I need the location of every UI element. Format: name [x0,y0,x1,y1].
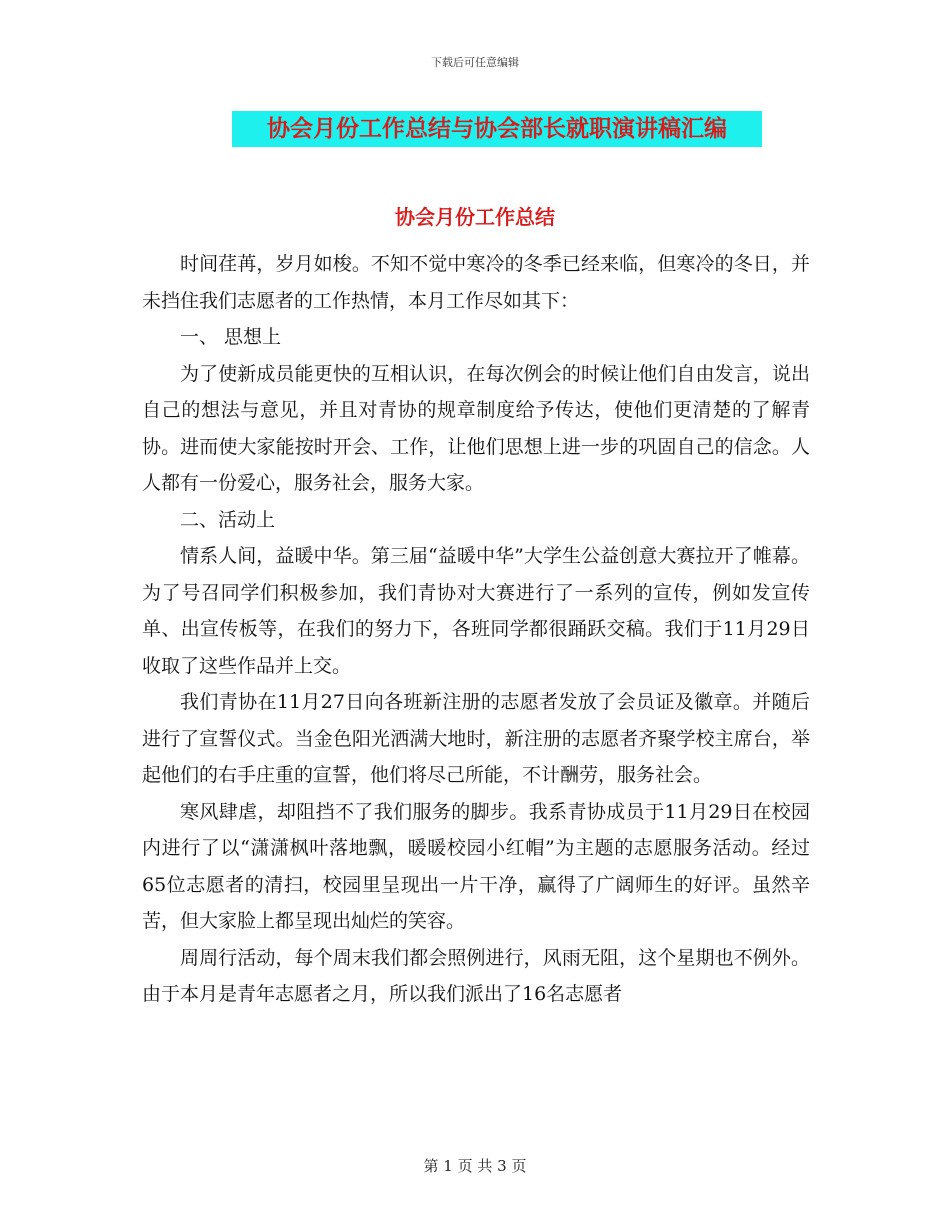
document-body [142,246,810,1013]
paragraph: 一、 思想上 [180,326,282,348]
paragraph: 寒风肆虐，却阻挡不了我们服务的脚步。我系青协成员于11月29日在校园内进行了以“潇潇枫叶落地飘，暖暖校园小红帽”为主题的志愿服务活动。经过65位志愿者的清扫，校园里呈现出一片干净，赢得了广阔师生的好评。虽然辛苦，但大家脸上都呈现出灿烂的笑容。 [142,800,810,932]
paragraph: 周周行活动，每个周末我们都会照例进行，风雨无阻，这个星期也不例外。由于本月是青年志愿者之月，所以我们派出了16名志愿者 [142,946,810,1005]
header-note: 下载后可任意编辑 [431,56,519,69]
page-footer: 第 1 页 共 3 页 [423,1157,527,1175]
document-title: 协会月份工作总结与协会部长就职演讲稿汇编 [232,111,762,147]
paragraph: 我们青协在11月27日向各班新注册的志愿者发放了会员证及徽章。并随后进行了宣誓仪式。当金色阳光洒满大地时，新注册的志愿者齐聚学校主席台，举起他们的右手庄重的宣誓，他们将尽己所能，不计酬劳，服务社会。 [142,691,810,786]
paragraph: 情系人间，益暖中华。第三届“益暖中华”大学生公益创意大赛拉开了帷幕。为了号召同学们积极参加，我们青协对大赛进行了一系列的宣传，例如发宣传单、出宣传板等，在我们的努力下，各班同学都很踊跃交稿。我们于11月29日收取了这些作品并上交。 [142,545,810,677]
paragraph: 时间荏苒，岁月如梭。不知不觉中寒冷的冬季已经来临，但寒冷的冬日，并未挡住我们志愿者的工作热情，本月工作尽如其下： [142,253,810,312]
paragraph: 为了使新成员能更快的互相认识，在每次例会的时候让他们自由发言，说出自己的想法与意见，并且对青协的规章制度给予传达，使他们更清楚的了解青协。进而使大家能按时开会、工作，让他们思想上进一步的巩固自己的信念。人人都有一份爱心，服务社会，服务大家。 [142,362,810,494]
section-title: 协会月份工作总结 [395,205,555,229]
paragraph: 二、活动上 [180,508,276,531]
